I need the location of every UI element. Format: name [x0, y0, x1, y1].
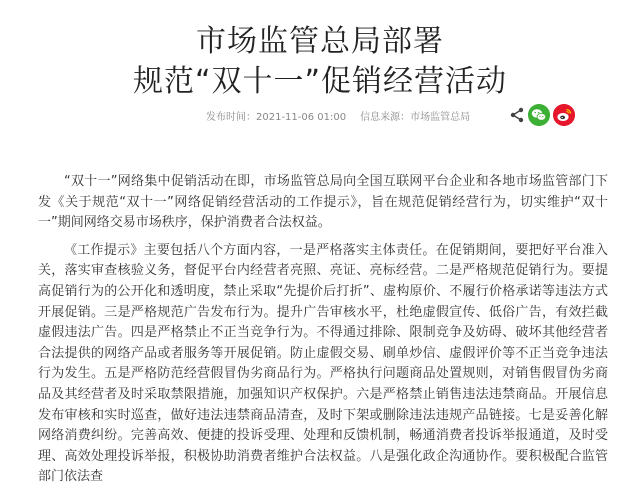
meta-info: [206, 108, 470, 123]
source-label: 信息来源：: [360, 112, 411, 123]
title-line-2: 规范“双十一”促销经营活动: [132, 64, 508, 99]
publish-time-value: 2021-11-06 01:00: [256, 112, 347, 123]
article-paragraph-1: “双十一”网络集中促销活动在即，市场监管总局向全国互联网平台企业和各地市场监管部门下发《关于规范“双十一”网络促销经营活动的工作提示》，旨在规范促销经营行为，切实维护“双十一”期间网络交易市场秩序，保护消费者合法权益。: [38, 174, 608, 231]
title-line-1: 市场监管总局部署: [196, 24, 444, 59]
share-icon[interactable]: [508, 106, 526, 124]
article-body: [38, 172, 608, 495]
weibo-icon[interactable]: [553, 104, 575, 126]
wechat-icon[interactable]: [528, 104, 550, 126]
source: [360, 112, 470, 123]
publish-time-label: 发布时间：: [206, 112, 256, 123]
article-meta: [0, 104, 640, 126]
article-paragraph-2: 《工作提示》主要包括八个方面内容，一是严格落实主体责任。在促销期间，要把好平台准入关，落实审查核验义务，督促平台内经营者亮照、亮证、亮标经营。二是严格规范促销行为。要提高促销行为的公开化和透明度，禁止采取“先提价后打折”、虚构原价、不履行价格承诺等违法方式开展促销。三是严格规范广告发布行为。提升广告审核水平，杜绝虚假宣传、低俗广告，有效拦截虚假违法广告。四是严格禁止不正当竞争行为。不得通过排除、限制竞争及妨碍、破坏其他经营者合法提供的网络产品或者服务等开展促销。防止虚假交易、刷单炒信、虚假评价等不正当竞争违法行为发生。五是严格防范经营假冒伪劣商品行为。严格执行问题商品处置规则，对销售假冒伪劣商品及其经营者及时采取禁限措施，加强知识产权保护。六是严格禁止销售违法违禁商品。开展信息发布审核和实时巡查，做好违法违禁商品清查，及时下架或删除违法违规产品链接。七是妥善化解网络消费纠纷。完善高效、便捷的投诉受理、处理和反馈机制，畅通消费者投诉举报通道，及时受理、高效处理投诉举报，积极协助消费者维护合法权益。八是强化政企沟通协作。要积极配合监管部门依法查: [38, 242, 608, 485]
page-title: [0, 0, 640, 102]
publish-time: [206, 112, 346, 123]
source-value: 市场监管总局: [410, 112, 471, 123]
